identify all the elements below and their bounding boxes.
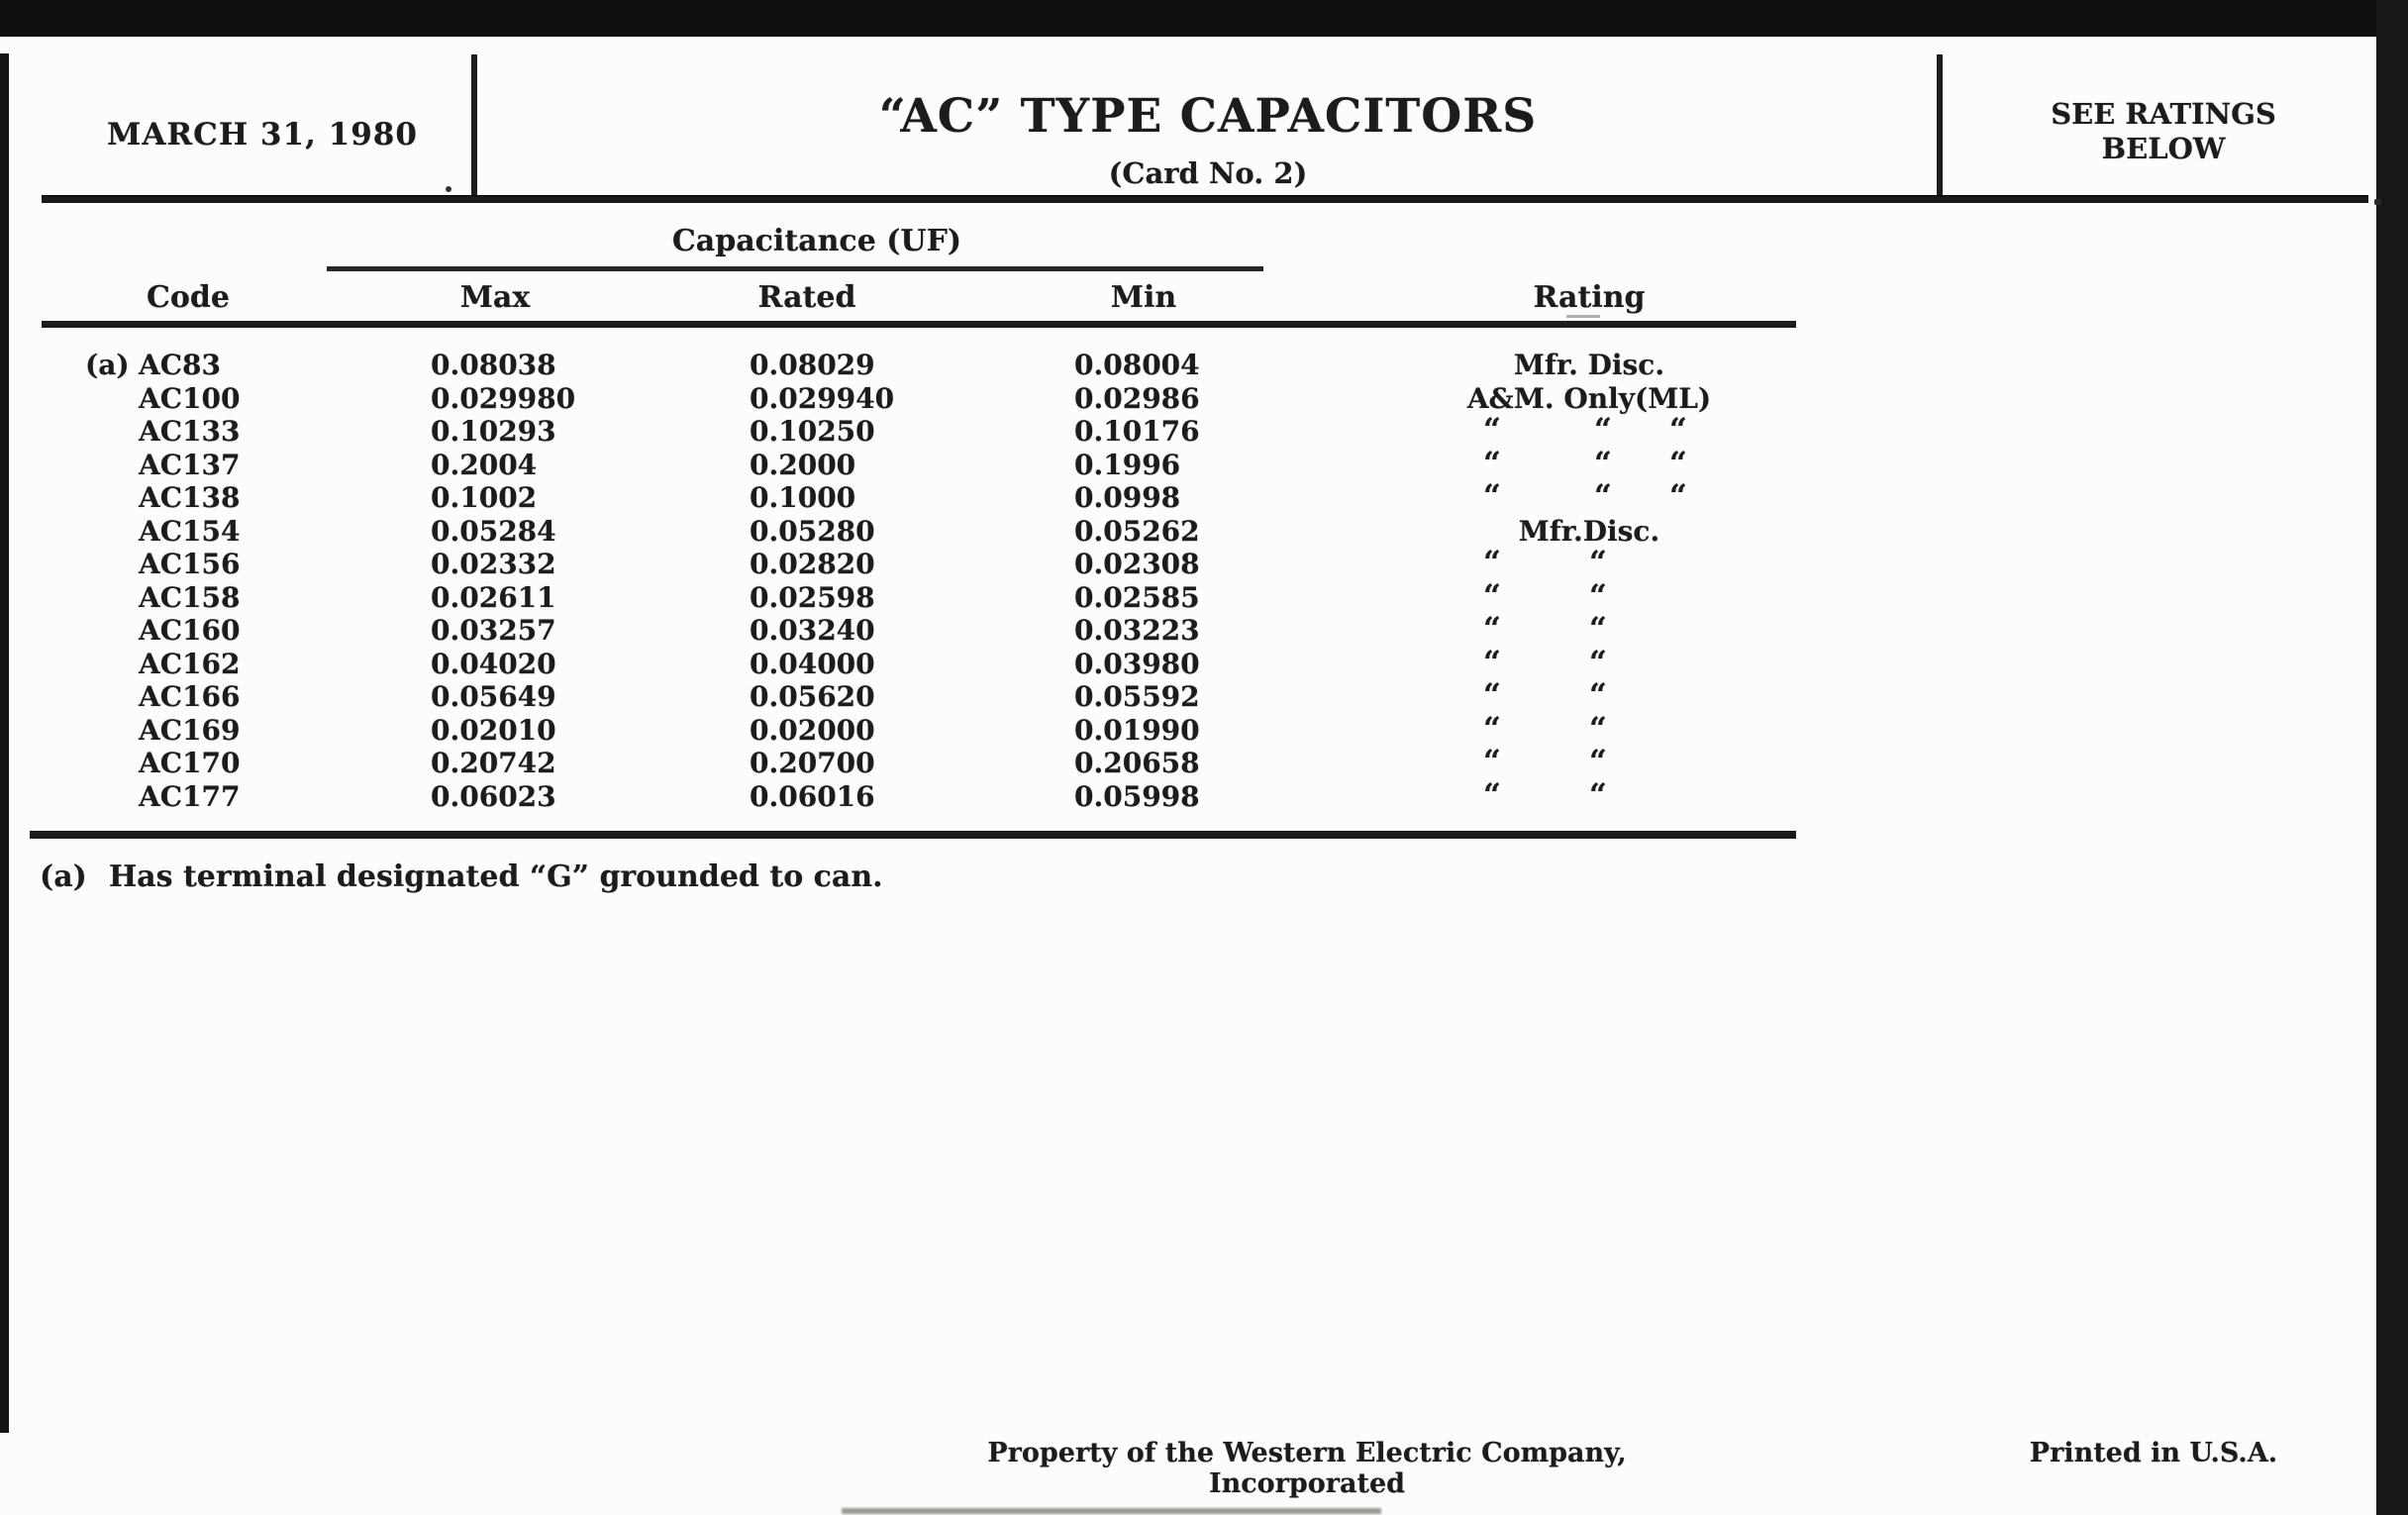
row-rated-capacitance: 0.02000 xyxy=(750,713,875,747)
row-code: AC162 xyxy=(139,647,241,680)
table-row xyxy=(0,744,2408,780)
row-code: AC138 xyxy=(139,481,241,514)
row-code: AC158 xyxy=(139,580,241,614)
ditto-mark: “ xyxy=(1589,577,1607,614)
row-min-capacitance: 0.05592 xyxy=(1074,680,1200,713)
row-min-capacitance: 0.03980 xyxy=(1074,647,1200,680)
header-rule-dot xyxy=(2374,199,2381,205)
row-rating: A&M. Only(ML) xyxy=(1466,381,1712,415)
row-min-capacitance: 0.02308 xyxy=(1074,548,1200,580)
footnote-text: Has terminal designated “G” grounded to can. xyxy=(108,859,883,894)
table-row xyxy=(0,445,2408,482)
row-min-capacitance: 0.02986 xyxy=(1074,381,1200,415)
row-code: AC169 xyxy=(139,713,241,747)
row-min-capacitance: 0.05262 xyxy=(1074,514,1200,548)
table-header-rule xyxy=(42,321,1796,328)
row-code: AC83 xyxy=(139,349,221,381)
scan-edge-top xyxy=(0,0,2408,37)
ratings-note-line1: SEE RATINGS xyxy=(2051,97,2276,131)
table-row xyxy=(0,515,2408,549)
table-bottom-rule xyxy=(30,831,1796,839)
scan-speck xyxy=(446,186,452,192)
row-rated-capacitance: 0.2000 xyxy=(750,448,856,481)
footnote-marker: (a) xyxy=(40,859,87,894)
ditto-mark: “ xyxy=(1589,710,1607,747)
footnote xyxy=(40,859,883,894)
row-max-capacitance: 0.20742 xyxy=(431,747,556,779)
column-header-max: Max xyxy=(459,280,531,315)
row-max-capacitance: 0.2004 xyxy=(431,448,538,481)
row-max-capacitance: 0.10293 xyxy=(431,415,556,448)
ditto-mark: “ xyxy=(1483,611,1501,647)
row-min-capacitance: 0.01990 xyxy=(1074,713,1200,747)
table-row xyxy=(0,776,2408,814)
table-row xyxy=(0,577,2408,615)
table-row xyxy=(0,382,2408,416)
ditto-mark: “ xyxy=(1589,677,1607,713)
table-row xyxy=(0,412,2408,449)
row-max-capacitance: 0.03257 xyxy=(431,614,556,647)
table-row xyxy=(0,478,2408,515)
page-title: “AC” TYPE CAPACITORS xyxy=(878,89,1538,144)
footer-property-line: Property of the Western Electric Company, Incorporated xyxy=(987,1438,1627,1499)
footer-printed-line: Printed in U.S.A. xyxy=(2029,1438,2278,1468)
header-rule xyxy=(42,195,2368,203)
ditto-mark: “ xyxy=(1483,677,1501,713)
row-min-capacitance: 0.08004 xyxy=(1074,349,1200,381)
row-rated-capacitance: 0.05620 xyxy=(750,680,875,713)
table-row xyxy=(0,677,2408,714)
column-header-rated: Rated xyxy=(757,280,856,315)
ditto-mark: “ xyxy=(1589,744,1607,779)
row-min-capacitance: 0.03223 xyxy=(1074,614,1200,647)
row-rated-capacitance: 0.10250 xyxy=(750,415,875,448)
row-code: AC133 xyxy=(139,415,241,448)
ditto-mark: “ xyxy=(1483,412,1501,448)
capacitance-group-header: Capacitance (UF) xyxy=(671,224,962,258)
ditto-mark: “ xyxy=(1589,611,1607,647)
column-header-rating: Rating xyxy=(1533,280,1646,315)
row-min-capacitance: 0.10176 xyxy=(1074,415,1200,448)
row-min-capacitance: 0.20658 xyxy=(1074,747,1200,779)
row-min-capacitance: 0.1996 xyxy=(1074,448,1181,481)
row-max-capacitance: 0.1002 xyxy=(431,481,538,514)
row-rating: Mfr.Disc. xyxy=(1518,514,1660,548)
ditto-mark: “ xyxy=(1589,644,1607,680)
ditto-mark: “ xyxy=(1589,545,1607,580)
row-max-capacitance: 0.02010 xyxy=(431,713,556,747)
row-rated-capacitance: 0.20700 xyxy=(750,747,875,779)
row-rated-capacitance: 0.1000 xyxy=(750,481,856,514)
row-max-capacitance: 0.02332 xyxy=(431,548,556,580)
row-code: AC100 xyxy=(139,381,241,415)
ditto-mark: “ xyxy=(1483,545,1501,580)
row-min-capacitance: 0.05998 xyxy=(1074,779,1200,813)
ditto-mark: “ xyxy=(1483,644,1501,680)
row-rated-capacitance: 0.08029 xyxy=(750,349,875,381)
header-divider-left xyxy=(471,54,477,202)
ditto-mark: “ xyxy=(1669,412,1687,448)
table-row xyxy=(0,545,2408,581)
row-footnote-prefix: (a) xyxy=(85,349,130,381)
row-max-capacitance: 0.06023 xyxy=(431,779,556,813)
row-max-capacitance: 0.02611 xyxy=(431,580,556,614)
table-row xyxy=(0,611,2408,648)
page-subtitle: (Card No. 2) xyxy=(1108,156,1308,190)
scan-smudge xyxy=(1566,315,1600,318)
row-code: AC177 xyxy=(139,779,241,813)
card-date: MARCH 31, 1980 xyxy=(107,117,418,152)
row-max-capacitance: 0.029980 xyxy=(431,381,576,415)
ditto-mark: “ xyxy=(1483,577,1501,614)
ditto-mark: “ xyxy=(1589,776,1607,813)
ditto-mark: “ xyxy=(1594,478,1612,514)
row-max-capacitance: 0.08038 xyxy=(431,349,556,381)
row-code: AC166 xyxy=(139,680,241,713)
row-code: AC170 xyxy=(139,747,241,779)
ditto-mark: “ xyxy=(1594,445,1612,481)
row-rated-capacitance: 0.029940 xyxy=(750,381,895,415)
ditto-mark: “ xyxy=(1483,445,1501,481)
row-rated-capacitance: 0.02820 xyxy=(750,548,875,580)
ratings-note-line2: BELOW xyxy=(2101,132,2226,165)
capacitance-group-underline xyxy=(327,266,1263,271)
table-row xyxy=(0,710,2408,748)
ditto-mark: “ xyxy=(1483,478,1501,514)
ratings-note xyxy=(1990,97,2337,166)
row-code: AC160 xyxy=(139,614,241,647)
row-min-capacitance: 0.02585 xyxy=(1074,580,1200,614)
table-row xyxy=(0,349,2408,382)
row-max-capacitance: 0.05284 xyxy=(431,514,556,548)
row-code: AC137 xyxy=(139,448,241,481)
column-header-code: Code xyxy=(147,280,230,315)
ditto-mark: “ xyxy=(1669,478,1687,514)
header-divider-right xyxy=(1937,54,1943,202)
row-code: AC156 xyxy=(139,548,241,580)
scan-smudge-bottom xyxy=(842,1508,1381,1514)
table-row xyxy=(0,644,2408,681)
row-min-capacitance: 0.0998 xyxy=(1074,481,1181,514)
ditto-mark: “ xyxy=(1483,776,1501,813)
column-header-min: Min xyxy=(1110,280,1177,315)
row-rated-capacitance: 0.03240 xyxy=(750,614,875,647)
ditto-mark: “ xyxy=(1594,412,1612,448)
ditto-mark: “ xyxy=(1483,744,1501,779)
ditto-mark: “ xyxy=(1483,710,1501,747)
row-rating: Mfr. Disc. xyxy=(1513,349,1665,381)
row-rated-capacitance: 0.05280 xyxy=(750,514,875,548)
row-max-capacitance: 0.05649 xyxy=(431,680,556,713)
row-rated-capacitance: 0.06016 xyxy=(750,779,875,813)
row-rated-capacitance: 0.02598 xyxy=(750,580,875,614)
row-rated-capacitance: 0.04000 xyxy=(750,647,875,680)
row-max-capacitance: 0.04020 xyxy=(431,647,556,680)
ditto-mark: “ xyxy=(1669,445,1687,481)
row-code: AC154 xyxy=(139,514,241,548)
